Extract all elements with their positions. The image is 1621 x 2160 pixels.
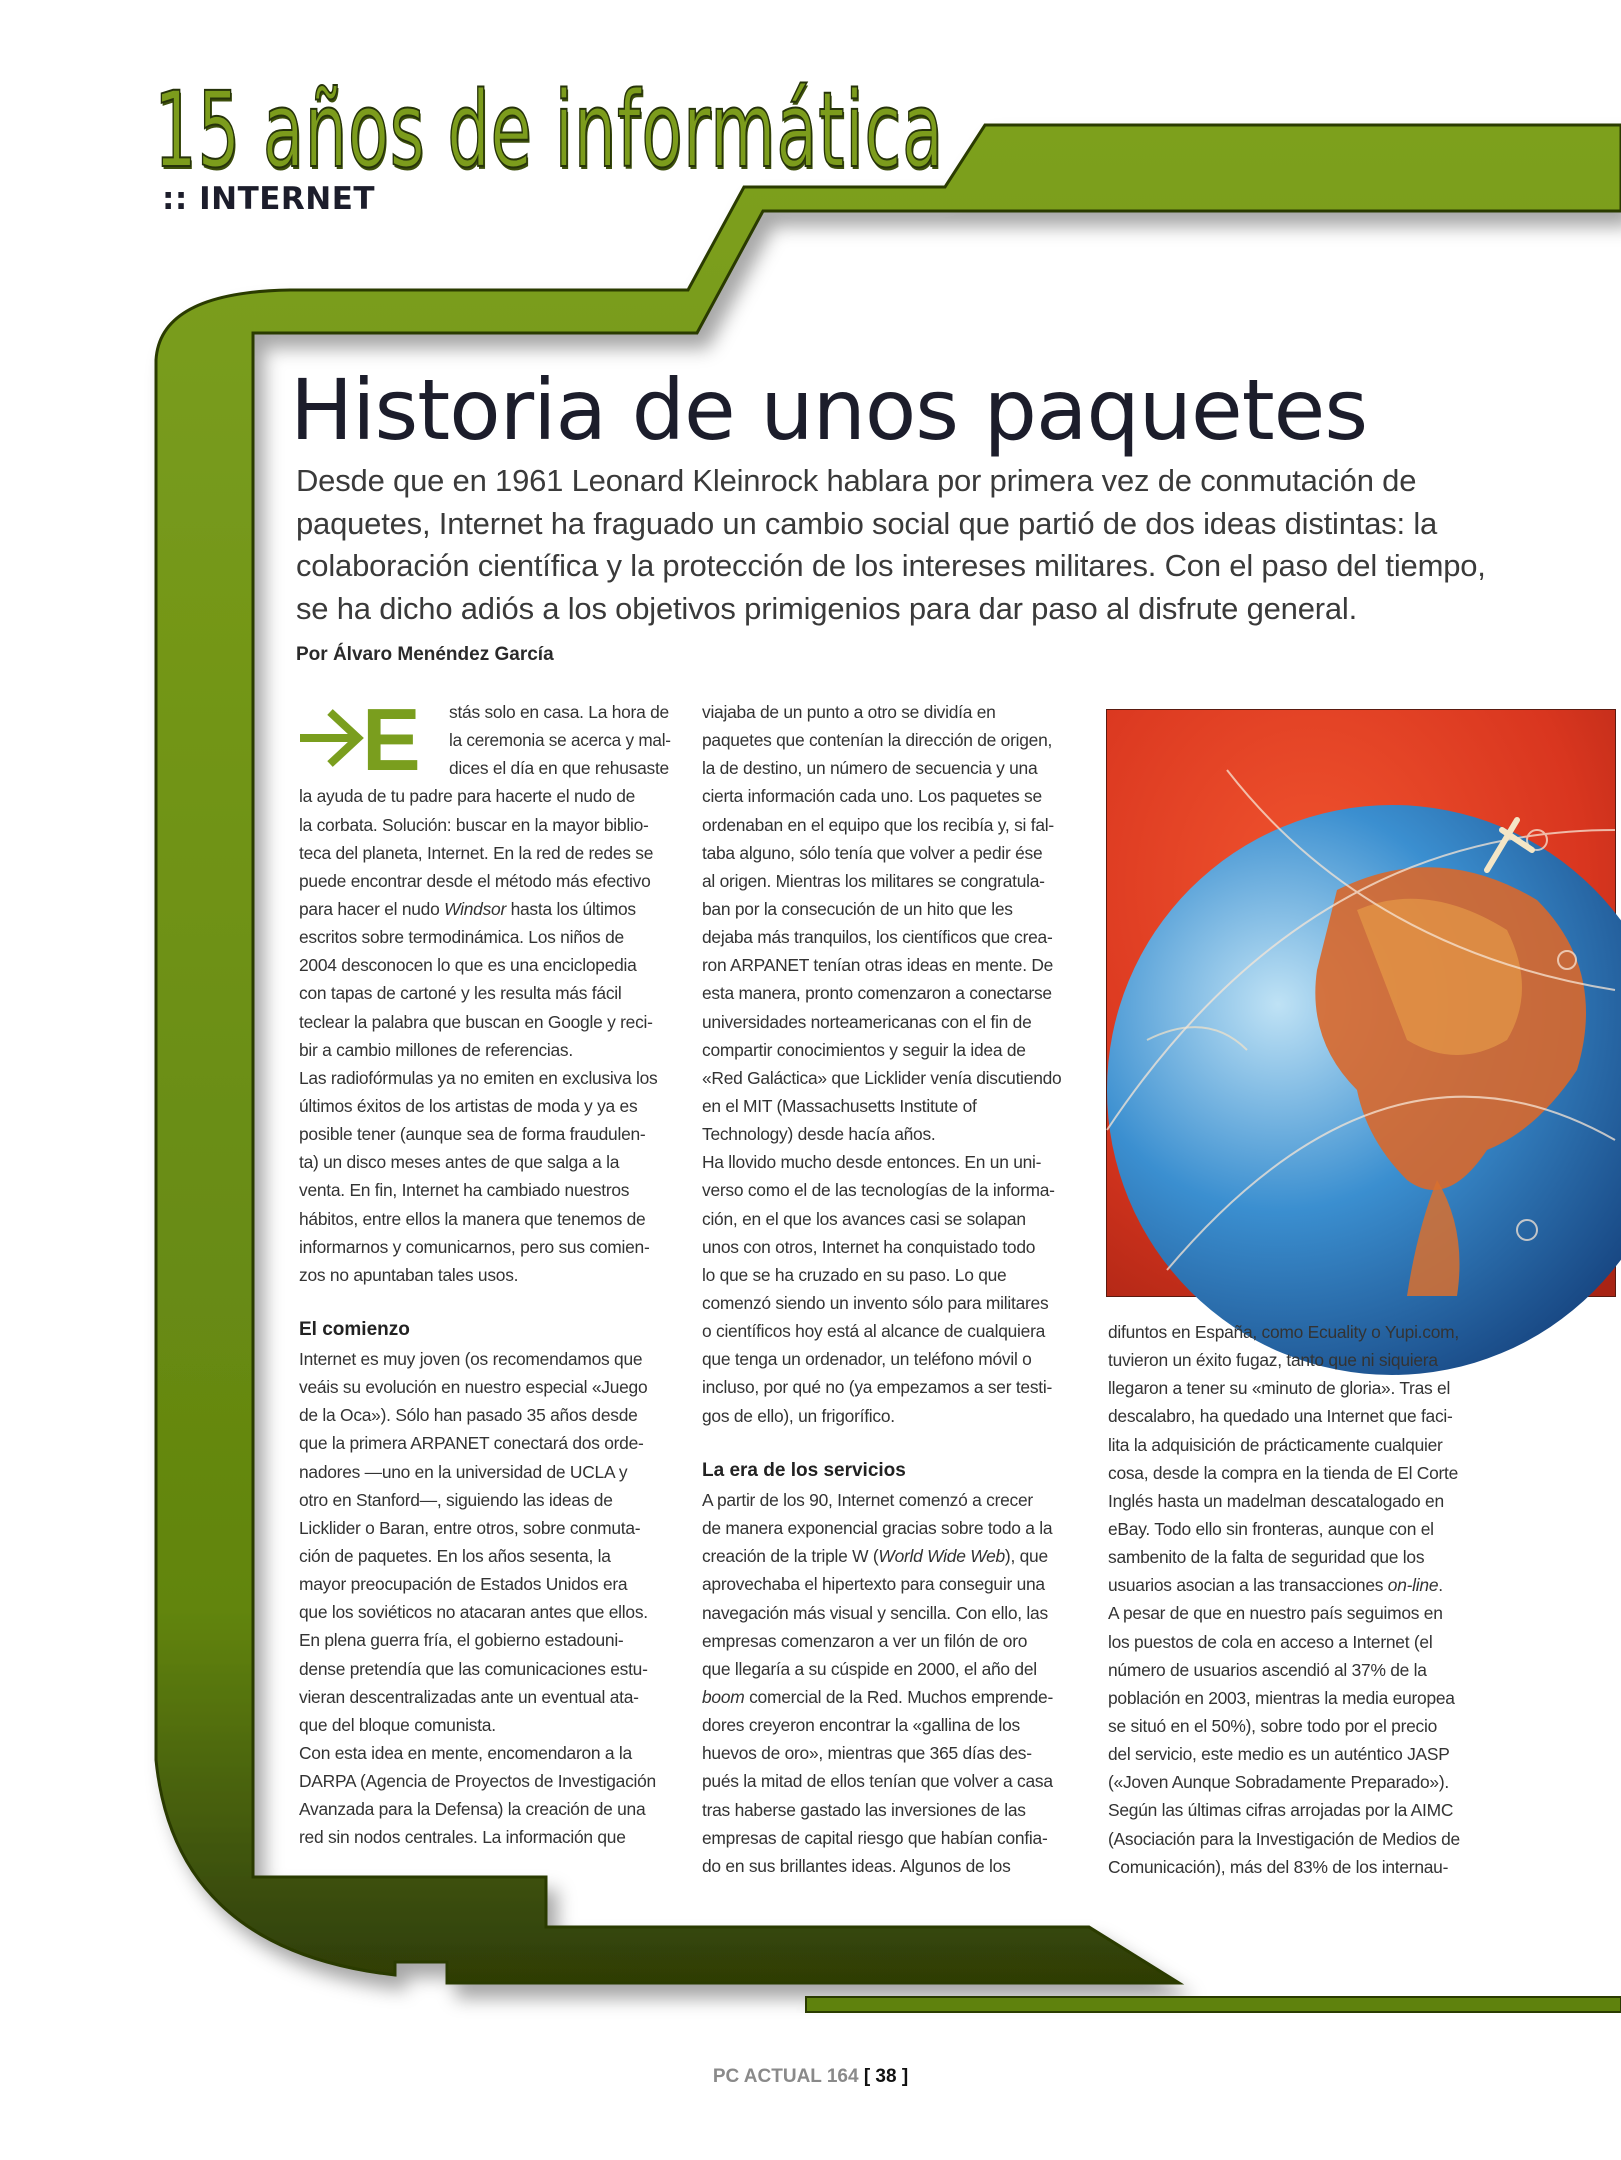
text-line: ción de paquetes. En los años sesenta, la [299,1545,611,1566]
text-line: informarnos y comunicarnos, pero sus comien- [299,1236,650,1257]
text-line: stás solo en casa. La hora de [449,702,669,722]
text-line: tras haberse gastado las inversiones de las [702,1799,1026,1820]
text-line: ban por la consecución de un hito que les [702,898,1013,919]
text-line: aprovechaba el hipertexto para conseguir una [702,1574,1045,1595]
text-line: verso como el de las tecnologías de la informa- [702,1180,1055,1201]
article-headline: Historia de unos paquetes [290,361,1368,459]
text-line: mayor preocupación de Estados Unidos era [299,1574,628,1595]
text-line: zos no apuntaban tales usos. [299,1264,519,1285]
text-line: al origen. Mientras los militares se congratula- [702,870,1045,891]
page-footer [0,2066,1621,2088]
text-line [702,1683,1053,1711]
deck-line: paquetes, Internet ha fraguado un cambio social que partió de dos ideas distintas: la [296,505,1438,541]
text-line: dices el día en que rehusaste [449,758,669,779]
text-line: ta) un disco meses antes de que salga a la [299,1152,620,1173]
text-line: venta. En fin, Internet ha cambiado nuestros [299,1180,630,1201]
italic-text: boom [702,1686,745,1707]
text-line: otro en Stanford—, siguiendo las ideas de [299,1489,613,1510]
text-line: lita la adquisición de prácticamente cualquier [1108,1434,1443,1455]
italic-text: on-line [1387,1575,1439,1596]
text-line: se situó en el 50%), sobre todo por el precio [1108,1715,1438,1736]
text-line: do en sus brillantes ideas. Algunos de los [702,1855,1011,1876]
text-line: Licklider o Baran, entre otros, sobre conmuta- [299,1517,641,1538]
text-line: ordenaban en el equipo que los recibía y, si fal- [702,814,1054,835]
page-number: 38 [875,2066,897,2087]
text-line: gos de ello), un frigorífico. [702,1405,895,1426]
text-line: puede encontrar desde el método más efectivo [299,870,651,891]
text-line: A partir de los 90, Internet comenzó a crecer [702,1490,1033,1510]
text-line: Inglés hasta un madelman descatalogado en [1108,1490,1444,1511]
text-line: la de destino, un número de secuencia y una [702,758,1038,779]
text-segment: comercial de la Red. Muchos emprende- [744,1686,1054,1707]
text-line: lo que se ha cruzado en su paso. Lo que [702,1264,1007,1285]
text-line: de manera exponencial gracias sobre todo a la [702,1518,1053,1539]
text-segment: hasta los últimos [506,898,636,919]
text-line: Con esta idea en mente, encomendaron a la [299,1742,632,1763]
text-line: compartir conocimientos y seguir la idea de [702,1039,1026,1060]
text-line: hábitos, entre ellos la manera que tenemos de [299,1208,646,1229]
text-line: del servicio, este medio es un auténtico JASP [1108,1744,1450,1765]
text-line: eBay. Todo ello sin fronteras, aunque con el [1108,1518,1434,1539]
text-line: Avanzada para la Defensa) la creación de una [299,1799,646,1820]
text-line: teca del planeta, Internet. En la red de redes se [299,842,654,863]
text-line: cierta información cada uno. Los paquetes se [702,786,1042,807]
text-line: dejaba más tranquilos, los científicos que crea- [702,927,1053,948]
column-2-intro [702,698,1074,1430]
text-line: En plena guerra fría, el gobierno estadouni- [299,1630,624,1651]
text-line: que del bloque comunista. [299,1714,496,1735]
italic-text: World Wide Web [878,1546,1005,1567]
text-line: pués la mitad de ellos tenían que volver a casa [702,1771,1053,1792]
subheading-el-comienzo: El comienzo [299,1319,410,1340]
text-line: ron ARPANET tenían otras ideas en mente. De [702,955,1054,976]
text-line: que la primera ARPANET conectará dos orde- [299,1433,644,1454]
text-line: nadores —uno en la universidad de UCLA y [299,1461,628,1482]
text-line: Ha llovido mucho desde entonces. En un uni- [702,1152,1042,1173]
text-line: población en 2003, mientras la media europea [1108,1687,1455,1708]
section-subtitle: :: INTERNET [162,181,376,217]
text-line [299,895,636,923]
column-2-section [702,1486,1074,1880]
text-line: que tenga un ordenador, un teléfono móvil o [702,1349,1032,1370]
byline: Por Álvaro Menéndez García [296,644,554,665]
text-line: 2004 desconocen lo que es una enciclopedia [299,955,637,976]
text-line: la ceremonia se acerca y mal- [449,730,671,751]
text-line: tuvieron un éxito fugaz, tanto que ni siquiera [1108,1350,1438,1371]
text-line: con tapas de cartoné y les resulta más fácil [299,983,622,1004]
text-line: difuntos en España, como Ecuality o Yupi.com, [1108,1322,1459,1342]
text-line: la corbata. Solución: buscar en la mayor biblio- [299,814,649,835]
text-line: bir a cambio millones de referencias. [299,1039,573,1060]
text-line: descalabro, ha quedado una Internet que faci- [1108,1406,1453,1427]
text-line: de la Oca»). Sólo han pasado 35 años desde [299,1405,638,1426]
text-line: empresas comenzaron a ver un filón de oro [702,1630,1028,1651]
text-line: Según las últimas cifras arrojadas por la AIMC [1108,1800,1454,1821]
text-line: unos con otros, Internet ha conquistado todo [702,1236,1036,1257]
text-line: A pesar de que en nuestro país seguimos en [1108,1603,1443,1624]
text-segment: ), que [1004,1546,1048,1567]
text-line: taba alguno, sólo tenía que volver a pedir ése [702,842,1043,863]
frame-bottom-bar [806,1997,1621,2012]
text-line: veáis su evolución en nuestro especial «Juego [299,1377,648,1398]
text-segment: para hacer el nudo [299,898,445,919]
text-line: viajaba de un punto a otro se dividía en [702,702,996,722]
column-1-intro [299,698,671,1289]
subheading-era-servicios: La era de los servicios [702,1460,906,1481]
text-line: o científicos hoy está al alcance de cualquiera [702,1321,1046,1342]
text-line: DARPA (Agencia de Proyectos de Investigación [299,1771,656,1792]
text-segment: . [1438,1575,1443,1596]
column-1-section [299,1345,671,1852]
dropcap-letter: E [362,690,421,789]
text-line: «Red Galáctica» que Licklider venía discutiendo [702,1067,1062,1088]
text-line [702,1542,1048,1570]
text-line: cosa, desde la compra en la tienda de El Corte [1108,1462,1459,1483]
text-line: comenzó siendo un invento sólo para militares [702,1292,1049,1313]
deck-line: colaboración científica y la protección de los intereses militares. Con el paso del tiempo, [296,548,1486,583]
text-line: vieran descentralizadas ante un eventual ata- [299,1686,639,1707]
text-line: empresas de capital riesgo que habían confia- [702,1827,1048,1848]
text-line [1108,1571,1443,1599]
deck-line: Desde que en 1961 Leonard Kleinrock hablara por primera vez de conmutación de [296,463,1417,498]
italic-text: Windsor [444,898,506,919]
text-line: que llegaría a su cúspide en 2000, el año del [702,1658,1037,1679]
text-line: llegaron a tener su «minuto de gloria». Tras el [1108,1378,1451,1399]
text-line: universidades norteamericanas con el fin de [702,1011,1032,1032]
globe-photo [1106,709,1616,1297]
section-title: 15 años de informática [154,69,944,191]
text-line: esta manera, pronto comenzaron a conectarse [702,983,1052,1004]
text-line: que los soviéticos no atacaran antes que ellos. [299,1602,648,1623]
publication-name: PC ACTUAL 164 [712,2066,859,2087]
text-line: los puestos de cola en acceso a Internet (el [1108,1631,1433,1652]
text-line: navegación más visual y sencilla. Con ello, las [702,1602,1048,1623]
text-line: en el MIT (Massachusetts Institute of [702,1095,977,1116]
text-line: Las radiofórmulas ya no emiten en exclusiva los [299,1067,658,1088]
article-deck [296,460,1516,630]
column-3 [1108,1318,1480,1881]
text-line: ción, en el que los avances casi se solapan [702,1208,1026,1229]
text-line: teclear la palabra que buscan en Google y reci- [299,1011,653,1032]
text-line: posible tener (aunque sea de forma fraudulen- [299,1124,646,1145]
deck-line: se ha dicho adiós a los objetivos primigenios para dar paso al disfrute general. [296,590,1358,626]
text-line: Technology) desde hacía años. [702,1124,936,1145]
text-line: dores creyeron encontrar la «gallina de los [702,1715,1020,1736]
text-line: incluso, por qué no (ya empezamos a ser testi- [702,1377,1053,1398]
text-segment: usuarios asocian a las transacciones [1108,1575,1388,1596]
page-bracket-close: ] [901,2066,909,2087]
page-bracket-open: [ [863,2066,871,2087]
text-line: paquetes que contenían la dirección de origen, [702,730,1053,751]
globe-image [1107,710,1615,1296]
text-line: Comunicación), más del 83% de los internau- [1108,1856,1449,1877]
text-line: sambenito de la falta de seguridad que los [1108,1547,1425,1568]
text-segment: creación de la triple W ( [702,1546,879,1567]
text-line: la ayuda de tu padre para hacerte el nudo de [299,786,636,807]
text-line: últimos éxitos de los artistas de moda y ya es [299,1095,638,1116]
text-line: (Asociación para la Investigación de Medios de [1108,1828,1460,1849]
text-line: número de usuarios ascendió al 37% de la [1108,1659,1427,1680]
text-line: Internet es muy joven (os recomendamos que [299,1349,643,1369]
text-line: huevos de oro», mientras que 365 días des- [702,1743,1032,1764]
text-line: red sin nodos centrales. La información que [299,1827,626,1848]
text-line: escritos sobre termodinámica. Los niños de [299,927,624,948]
text-line: («Joven Aunque Sobradamente Preparado»). [1108,1772,1449,1793]
text-line: dense pretendía que las comunicaciones estu- [299,1658,648,1679]
